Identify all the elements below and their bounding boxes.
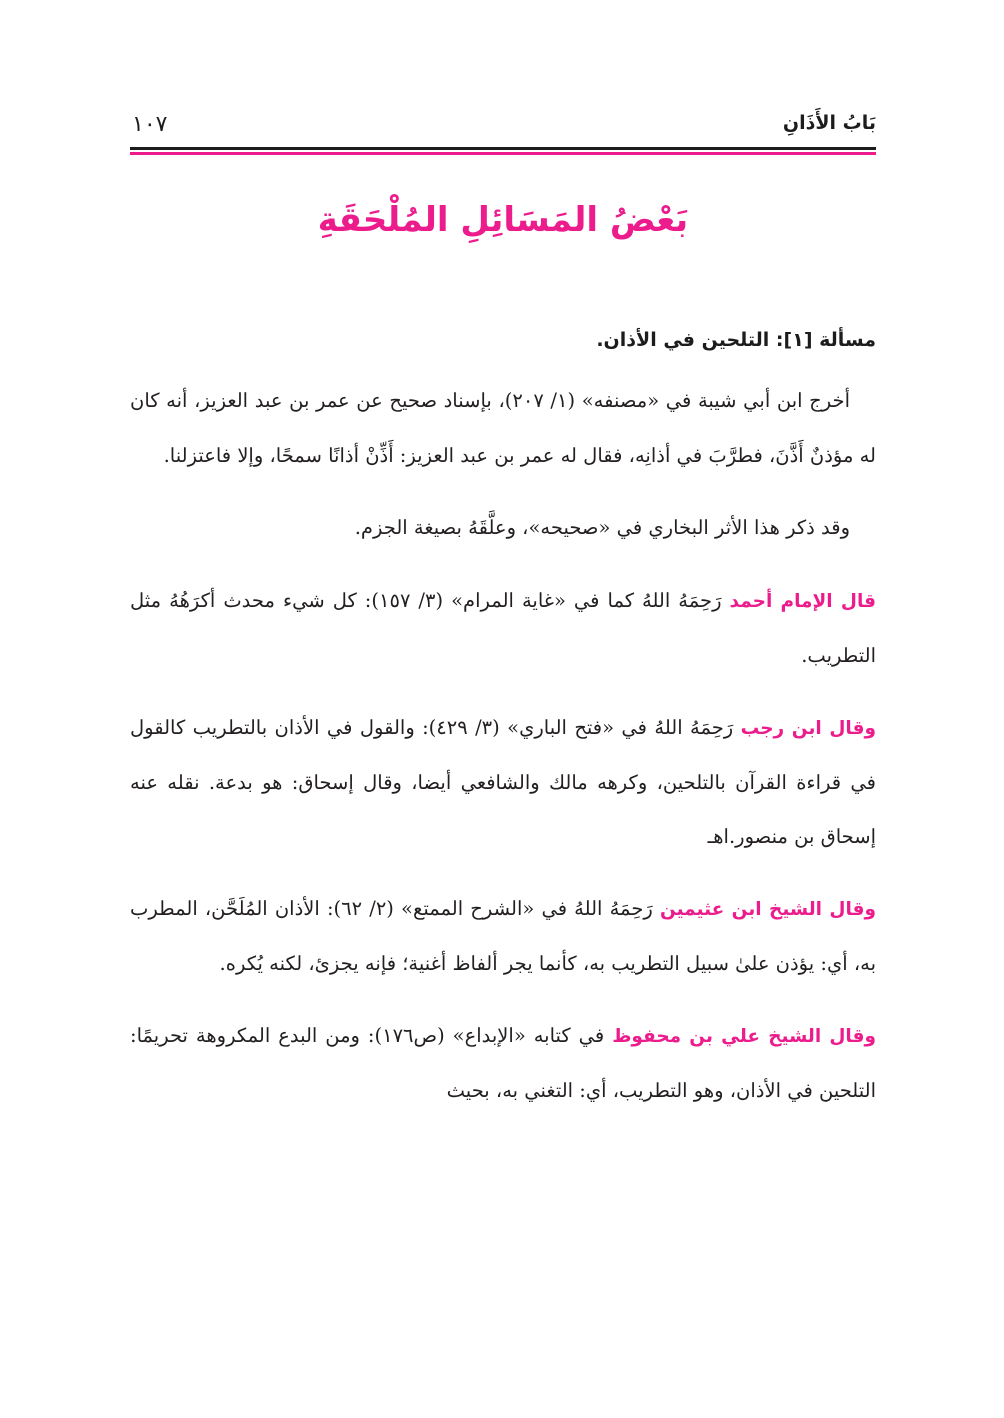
running-header bbox=[130, 108, 876, 144]
paragraph bbox=[130, 882, 876, 991]
paragraph-speaker: وقال ابن رجب bbox=[740, 718, 876, 739]
paragraph bbox=[130, 1009, 876, 1118]
paragraph-text: في كتابه «الإبداع» (ص١٧٦): ومن البدع المكروهة تحريمًا: التلحين في الأذان، وهو التطريب، أي: التغني به، بحيث bbox=[130, 1024, 876, 1102]
paragraph-speaker: وقال الشيخ علي بن محفوظ bbox=[612, 1026, 876, 1047]
paragraph-text: وقد ذكر هذا الأثر البخاري في «صحيحه»، وعلَّقَهُ بصيغة الجزم. bbox=[354, 516, 850, 539]
paragraph-speaker: قال الإمام أحمد bbox=[729, 591, 876, 612]
paragraph-speaker: وقال الشيخ ابن عثيمين bbox=[659, 899, 876, 920]
paragraph-text: أخرج ابن أبي شيبة في «مصنفه» (١/ ٢٠٧)، بإسناد صحيح عن عمر بن عبد العزيز، أنه كان له مؤذنٌ أَذَّنَ، فطرَّبَ في أذانِه، فقال له عمر بن عبد العزيز: أَذِّنْ أذانًا سمحًا، وإلا فاعتزلنا. bbox=[130, 389, 876, 467]
chapter-title: بَابُ الأَذَانِ bbox=[782, 112, 876, 134]
issue-heading: مسألة [١]: التلحين في الأذان. bbox=[596, 329, 876, 351]
paragraph-text: رَحِمَهُ اللهُ في «فتح الباري» (٣/ ٤٢٩): والقول في الأذان بالتطريب كالقول في قراءة القرآن بالتلحين، وكرهه مالك والشافعي أيضا، وقال إسحاق: هو بدعة. نقله عنه إسحاق بن منصور.اهـ bbox=[130, 716, 876, 848]
body-text bbox=[130, 374, 876, 1136]
paragraph bbox=[130, 574, 876, 683]
header-rule-dark bbox=[130, 147, 876, 150]
paragraph bbox=[130, 374, 876, 483]
paragraph-text: رَحِمَهُ اللهُ في «الشرح الممتع» (٢/ ٦٢): الأذان المُلَحَّن، المطرب به، أي: يؤذن علىٰ سبيل التطريب به، كأنما يجر ألفاظ أغنية؛ فإنه يجزئ، لكنه يُكره. bbox=[130, 897, 876, 975]
section-heading: بَعْضُ المَسَائِلِ المُلْحَقَةِ bbox=[317, 200, 689, 240]
page-number: ١٠٧ bbox=[132, 112, 168, 137]
paragraph-text: رَحِمَهُ اللهُ كما في «غاية المرام» (٣/ ١٥٧): كل شيء محدث أكرَهُهُ مثل التطريب. bbox=[130, 589, 876, 667]
paragraph bbox=[130, 501, 876, 556]
paragraph bbox=[130, 701, 876, 864]
header-rule-accent bbox=[130, 152, 876, 155]
